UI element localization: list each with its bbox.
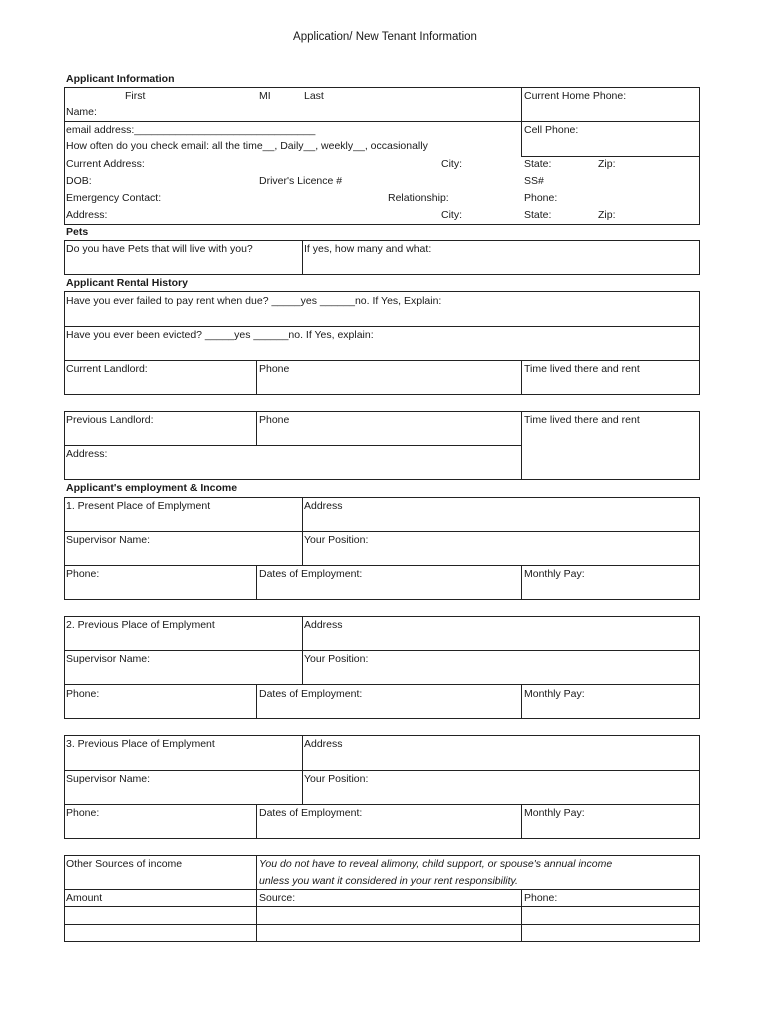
previous-landlord-label: Previous Landlord: — [66, 414, 154, 426]
evicted-question: Have you ever been evicted? _____yes ______no. If Yes, explain: — [66, 329, 374, 341]
ss-label: SS# — [524, 175, 544, 187]
failed-rent-question: Have you ever failed to pay rent when due? _____yes ______no. If Yes, Explain: — [66, 295, 442, 307]
state-label: State: — [524, 158, 552, 170]
pets-question: Do you have Pets that will live with you? — [66, 243, 253, 255]
city-label: City: — [441, 158, 462, 170]
employment-dates-label: Dates of Employment: — [259, 568, 363, 580]
employment-dates-label: Dates of Employment: — [259, 688, 363, 700]
relationship-label: Relationship: — [388, 192, 449, 204]
emergency-address-label: Address: — [66, 209, 108, 221]
supervisor-label: Supervisor Name: — [66, 534, 151, 546]
divider — [302, 616, 303, 685]
emergency-zip-label: Zip: — [598, 209, 616, 221]
other-income-label: Other Sources of income — [66, 858, 183, 870]
emergency-contact-label: Emergency Contact: — [66, 192, 162, 204]
current-address-label: Current Address: — [66, 158, 145, 170]
section-employment-heading: Applicant's employment & Income — [66, 482, 238, 494]
current-landlord-phone-label: Phone — [259, 363, 290, 375]
income-source-label: Source: — [259, 892, 296, 904]
employer-address-label: Address — [304, 738, 343, 750]
pets-details-label: If yes, how many and what: — [304, 243, 432, 255]
previous-landlord-address-label: Address: — [66, 448, 108, 460]
email-field[interactable]: email address:_______________________________ — [66, 124, 316, 136]
section-rental-heading: Applicant Rental History — [66, 277, 188, 289]
divider — [64, 650, 700, 651]
income-disclaimer-line-2: unless you want it considered in your rent responsibility. — [259, 875, 518, 887]
divider — [521, 156, 700, 157]
divider — [256, 855, 257, 942]
emergency-city-label: City: — [441, 209, 462, 221]
divider — [302, 240, 303, 275]
monthly-pay-label: Monthly Pay: — [524, 807, 585, 819]
name-label: Name: — [66, 106, 97, 118]
employer-label: 3. Previous Place of Emplyment — [66, 738, 215, 750]
divider — [521, 889, 522, 942]
employer-phone-label: Phone: — [66, 688, 100, 700]
divider — [256, 411, 257, 446]
employer-address-label: Address — [304, 500, 343, 512]
monthly-pay-label: Monthly Pay: — [524, 568, 585, 580]
income-amount-label: Amount — [66, 892, 103, 904]
email-frequency-field[interactable]: How often do you check email: all the time__, Daily__, weekly__, occasionally — [66, 140, 428, 152]
divider — [256, 360, 257, 395]
supervisor-label: Supervisor Name: — [66, 773, 151, 785]
divider — [64, 889, 700, 890]
divider — [64, 121, 700, 122]
previous-landlord-phone-label: Phone — [259, 414, 290, 426]
position-label: Your Position: — [304, 653, 369, 665]
divider — [256, 565, 257, 600]
last-name-label: Last — [304, 90, 324, 102]
divider — [302, 735, 303, 805]
middle-initial-label: MI — [259, 90, 271, 102]
divider — [64, 565, 700, 566]
monthly-pay-label: Monthly Pay: — [524, 688, 585, 700]
emergency-state-label: State: — [524, 209, 552, 221]
divider — [64, 531, 700, 532]
divider — [64, 770, 700, 771]
current-landlord-label: Current Landlord: — [66, 363, 148, 375]
income-disclaimer-line-1: You do not have to reveal alimony, child support, or spouse's annual income — [259, 858, 613, 870]
divider — [521, 87, 522, 157]
divider — [64, 445, 522, 446]
employer-phone-label: Phone: — [66, 807, 100, 819]
previous-time-lived-label: Time lived there and rent — [524, 414, 640, 426]
section-applicant-heading: Applicant Information — [66, 73, 175, 85]
divider — [64, 360, 700, 361]
divider — [521, 684, 522, 719]
position-label: Your Position: — [304, 534, 369, 546]
divider — [256, 684, 257, 719]
supervisor-label: Supervisor Name: — [66, 653, 151, 665]
divider — [64, 924, 700, 925]
home-phone-label: Current Home Phone: — [524, 90, 627, 102]
divider — [64, 804, 700, 805]
employer-phone-label: Phone: — [66, 568, 100, 580]
zip-label: Zip: — [598, 158, 616, 170]
divider — [64, 326, 700, 327]
form-title: Application/ New Tenant Information — [293, 31, 477, 43]
divider — [256, 804, 257, 839]
dob-label: DOB: — [66, 175, 92, 187]
current-time-lived-label: Time lived there and rent — [524, 363, 640, 375]
employer-label: 1. Present Place of Emplyment — [66, 500, 211, 512]
income-phone-label: Phone: — [524, 892, 558, 904]
emergency-phone-label: Phone: — [524, 192, 558, 204]
divider — [64, 684, 700, 685]
first-name-label: First — [125, 90, 146, 102]
cell-phone-label: Cell Phone: — [524, 124, 579, 136]
employer-address-label: Address — [304, 619, 343, 631]
divider — [64, 906, 700, 907]
employer-label: 2. Previous Place of Emplyment — [66, 619, 215, 631]
divider — [521, 565, 522, 600]
section-pets-heading: Pets — [66, 226, 89, 238]
divider — [521, 360, 522, 395]
employment-dates-label: Dates of Employment: — [259, 807, 363, 819]
position-label: Your Position: — [304, 773, 369, 785]
divider — [521, 804, 522, 839]
divider — [521, 411, 522, 480]
drivers-licence-label: Driver's Licence # — [259, 175, 343, 187]
divider — [302, 497, 303, 566]
